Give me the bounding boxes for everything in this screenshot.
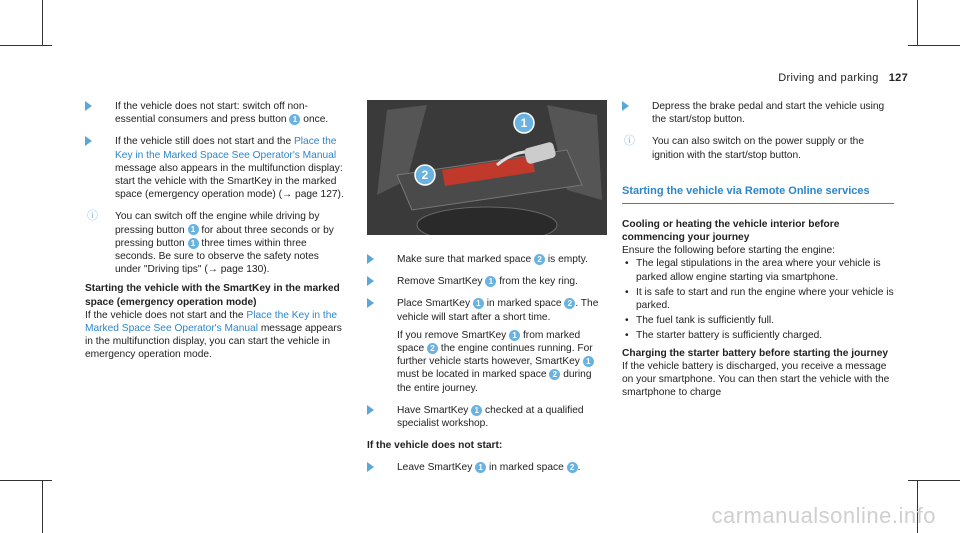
crop-mark (0, 480, 52, 481)
section-title: Driving and parking (778, 72, 879, 84)
paragraph: Ensure the following before starting the engine: (622, 245, 835, 257)
badge-2: 2 (549, 369, 560, 380)
step-item: Leave SmartKey 1 in marked space 2 . (367, 461, 607, 474)
badge-1: 1 (471, 405, 482, 416)
subheading: Starting the vehicle with the SmartKey in the marked space (emergency operation mode) (85, 283, 340, 308)
crop-mark (0, 45, 52, 46)
page-number: 127 (888, 72, 908, 84)
badge-1: 1 (485, 276, 496, 287)
list-item: • It is safe to start and run the engine where your vehicle is parked. (625, 286, 894, 312)
badge-1: 1 (188, 224, 199, 235)
list-item: • The starter battery is sufficiently charged. (625, 330, 823, 342)
arrow-icon (367, 298, 374, 308)
badge-2: 2 (534, 254, 545, 265)
badge-1: 1 (188, 238, 199, 249)
message-link[interactable]: Place the Key in the Marked Space See Operator's Manual (85, 309, 338, 335)
paragraph: If the vehicle does not start and the Place the Key in the Marked Space See Operator's Manual message appears in the multifunction display, you can start the vehicle in emergency operation mode. (85, 309, 342, 361)
subheading: Charging the starter battery before starting the journey (622, 347, 889, 359)
column-3 (622, 100, 894, 399)
arrow-icon (367, 405, 374, 415)
watermark: carmanualsonline.info (711, 503, 936, 528)
badge-1: 1 (289, 114, 300, 125)
step-item: Have SmartKey 1 checked at a qualified specialist workshop. (367, 404, 607, 430)
page-header (778, 72, 908, 84)
list-item: • The legal stipulations in the area where your vehicle is parked allow engine starting via smartphone. (625, 258, 881, 283)
crop-mark (42, 0, 43, 46)
message-link[interactable]: Place the Key in the Marked Space See Operator's Manual (115, 136, 337, 161)
step-item: Depress the brake pedal and start the vehicle using the start/stop button. (622, 100, 894, 126)
arrow-icon (367, 462, 374, 472)
crop-mark (908, 45, 960, 46)
step-item: If the vehicle does not start: switch off non-essential consumers and press button 1 once. (85, 100, 347, 126)
column-1 (85, 100, 347, 362)
badge-2: 2 (567, 462, 578, 473)
svg-text:2: 2 (421, 168, 429, 182)
badge-2: 2 (564, 298, 575, 309)
svg-text:1: 1 (520, 116, 528, 130)
crop-mark (917, 0, 918, 46)
paragraph: If the vehicle battery is discharged, you receive a message on your smartphone. You can then start the vehicle with the smartphone to charge (622, 360, 890, 399)
step-item: Place SmartKey 1 in marked space 2 . The vehicle will start after a short time. If you remove SmartKey 1 from marked space 2 the engine continues running. For further vehicle starts however, SmartKey 1 must be located in marked space 2 during the entire journey. (367, 297, 607, 394)
section-heading: Starting the vehicle via Remote Online services (622, 184, 894, 204)
arrow-icon (367, 254, 374, 264)
arrow-icon (85, 101, 92, 111)
badge-1: 1 (473, 298, 484, 309)
subheading: Cooling or heating the vehicle interior before commencing your journey (622, 218, 840, 244)
column-2 (367, 100, 607, 484)
smartkey-illustration (367, 100, 607, 235)
badge-1: 1 (509, 330, 520, 341)
step-item: Remove SmartKey 1 from the key ring. (367, 275, 607, 288)
arrow-icon (622, 101, 629, 111)
crop-mark (908, 480, 960, 481)
badge-2: 2 (427, 343, 438, 354)
list-item: • The fuel tank is sufficiently full. (625, 315, 774, 327)
arrow-icon (85, 136, 92, 146)
console-drawing (367, 100, 607, 235)
arrow-icon (367, 276, 374, 286)
info-note: ⓘ You can switch off the engine while driving by pressing button 1 for about three seconds or by pressing button 1 three times within three seconds. Be sure to observe the safety notes under "Driving tips" (→ page 130). (87, 210, 334, 276)
info-icon: ⓘ (624, 135, 635, 148)
step-item: If the vehicle still does not start and the Place the Key in the Marked Space See Operator's Manual message also appears in the multifunction display: start the vehicle with the SmartKey in the marked space (emergency operation mode) (→ page 127). (85, 135, 347, 201)
subheading: If the vehicle does not start: (367, 440, 503, 452)
crop-mark (42, 480, 43, 533)
info-note: ⓘ You can also switch on the power supply or the ignition with the start/stop button. (624, 135, 864, 161)
bullet-list (622, 257, 894, 342)
step-item: Make sure that marked space 2 is empty. (367, 253, 607, 266)
badge-1: 1 (475, 462, 486, 473)
info-icon: ⓘ (87, 210, 98, 223)
badge-1: 1 (583, 356, 594, 367)
